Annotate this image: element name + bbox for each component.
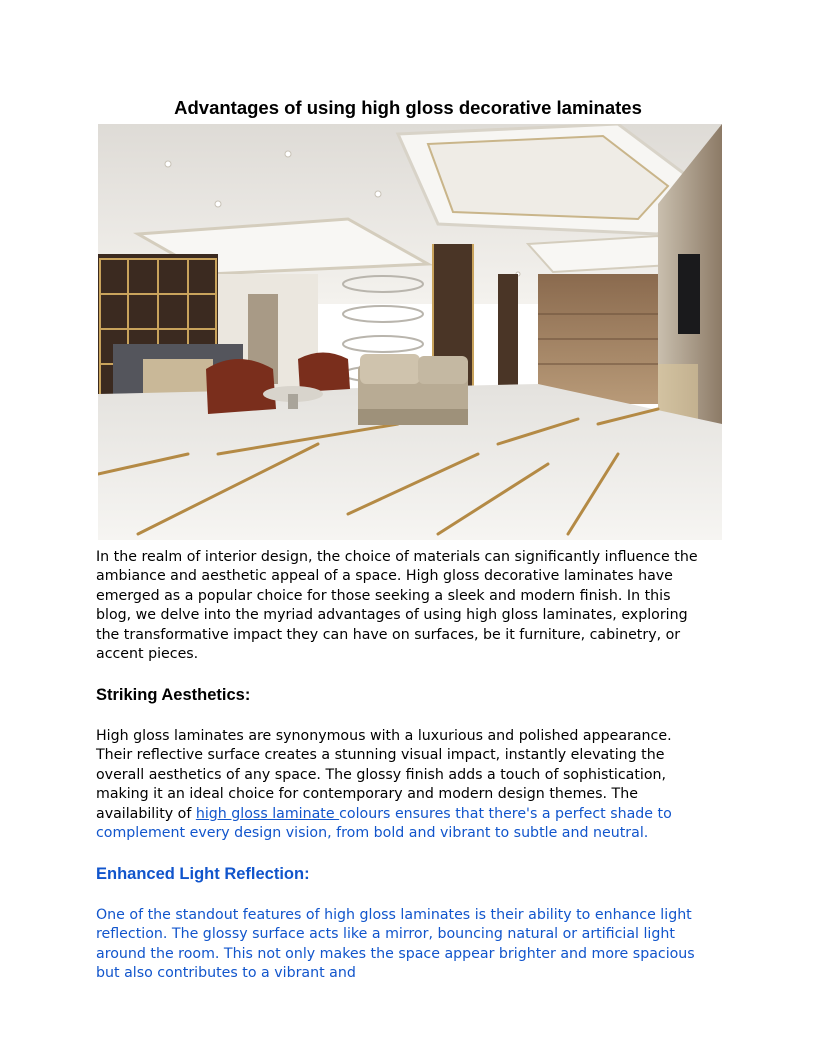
intro-line: blog, we delve into the myriad advantages of using high gloss laminates, exploring <box>96 607 688 624</box>
body-line: One of the standout features of high gloss laminates is their ability to enhance light <box>96 907 692 923</box>
body-line: Their reflective surface creates a stunning visual impact, instantly elevating the <box>96 747 665 764</box>
body-line: reflection. The glossy surface acts like a mirror, bouncing natural or artificial light <box>96 926 675 943</box>
body-line: High gloss laminates are synonymous with a luxurious and polished appearance. <box>96 728 672 744</box>
body-line: around the room. This not only makes the space appear brighter and more spacious <box>96 945 695 962</box>
intro-line: accent pieces. <box>96 646 199 663</box>
intro-line: emerged as a popular choice for those seeking a sleek and modern finish. In this <box>96 587 671 604</box>
section-heading-enhanced-light-reflection: Enhanced Light Reflection: <box>96 865 310 883</box>
body-line: making it an ideal choice for contemporary and modern design themes. The <box>96 786 638 803</box>
hero-image <box>98 124 722 540</box>
high-gloss-laminate-link[interactable]: high gloss laminate <box>195 805 340 822</box>
availability-prefix: availability of <box>96 805 196 822</box>
light-reflection-paragraph <box>96 906 724 984</box>
section-heading-striking-aesthetics: Striking Aesthetics: <box>96 686 251 704</box>
page-title: Advantages of using high gloss decorative laminates <box>174 97 642 118</box>
intro-line: In the realm of interior design, the choice of materials can significantly influence the <box>96 549 698 565</box>
body-line: complement every design vision, from bold and vibrant to subtle and neutral. <box>96 825 649 842</box>
striking-aesthetics-paragraph <box>96 727 724 843</box>
body-line: but also contributes to a vibrant and <box>96 965 356 982</box>
interior-lobby-photo-icon <box>98 124 722 540</box>
colours-text: colours ensures that there's a perfect shade to <box>339 805 672 822</box>
intro-line: the transformative impact they can have on surfaces, be it furniture, cabinetry, or <box>96 626 681 643</box>
intro-line: ambiance and aesthetic appeal of a space. High gloss decorative laminates have <box>96 568 673 585</box>
intro-paragraph <box>96 548 724 664</box>
body-line: overall aesthetics of any space. The glossy finish adds a touch of sophistication, <box>96 766 667 783</box>
body-line-with-link <box>96 805 724 824</box>
